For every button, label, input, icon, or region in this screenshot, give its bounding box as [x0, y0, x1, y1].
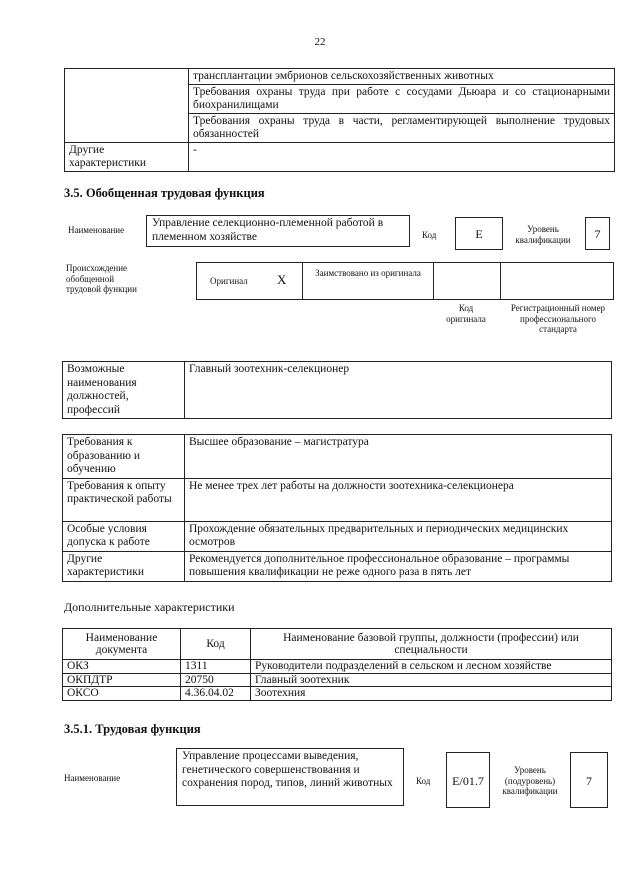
- code-value: E/01.7: [446, 752, 490, 808]
- requirement-label: Требования к опыту практической работы: [63, 478, 185, 521]
- table-cell: 4.36.04.02: [181, 687, 251, 701]
- requirement-label: Требования к образованию и обучению: [63, 435, 185, 479]
- level-value: 7: [570, 752, 608, 808]
- original-label: Оригинал: [210, 276, 248, 286]
- empty-label-cell: [65, 69, 189, 143]
- table-header-row: [63, 629, 612, 660]
- requirement-value: Не менее трех лет работы на должности зоотехника-селекционера: [185, 478, 612, 521]
- original-mark: X: [277, 272, 287, 287]
- positions-label: Возможные наименования должностей, профессий: [63, 362, 185, 419]
- table-cell: ОКСО: [63, 687, 181, 701]
- section-heading: 3.5. Обобщенная трудовая функция: [64, 186, 265, 200]
- table-cell: Руководители подразделений в сельском и лесном хозяйстве: [251, 660, 612, 674]
- requirements-table: [62, 434, 612, 582]
- column-header: Наименование базовой группы, должности (профессии) или специальности: [251, 629, 612, 660]
- table-row: [63, 435, 612, 479]
- table-row: [63, 551, 612, 581]
- column-header: Код: [181, 629, 251, 660]
- table-cell: ОКЗ: [63, 660, 181, 674]
- function-name-box: Управление селекционно-племенной работой в племенном хозяйстве: [146, 215, 410, 247]
- function-name-box: Управление процессами выведения, генетического совершенствования и сохранения пород, типов, линий животных: [176, 748, 404, 806]
- requirement-value: Рекомендуется дополнительное профессиональное образование – программы повышения квалификации не реже одного раза в пять лет: [185, 551, 612, 581]
- requirement-value: Прохождение обязательных предварительных и периодических медицинских осмотров: [185, 521, 612, 551]
- name-label: Наименование: [68, 225, 125, 235]
- requirement-label: Особые условия допуска к работе: [63, 521, 185, 551]
- table-cell: 1311: [181, 660, 251, 674]
- code-label: Код: [416, 776, 431, 786]
- subsection-heading: 3.5.1. Трудовая функция: [64, 722, 201, 736]
- top-characteristics-table: [64, 68, 615, 172]
- column-header: Наименование документа: [63, 629, 181, 660]
- requirement-label: Другие характеристики: [63, 551, 185, 581]
- table-cell: Зоотехния: [251, 687, 612, 701]
- table-cell: Требования охраны труда в части, регламентирующей выполнение трудовых обязанностей: [189, 114, 615, 143]
- name-label: Наименование: [64, 773, 121, 783]
- positions-value: Главный зоотехник-селекционер: [185, 362, 612, 419]
- table-cell: Требования охраны труда при работе с сосудами Дьюара и со стационарными биохранилищами: [189, 85, 615, 114]
- table-row: [63, 687, 612, 701]
- table-row: [63, 673, 612, 687]
- origin-code-caption: Код оригинала: [446, 303, 486, 324]
- borrowed-label: Заимствовано из оригинала: [315, 268, 421, 278]
- table-row: [63, 521, 612, 551]
- table-row: [63, 362, 612, 419]
- table-cell: 20750: [181, 673, 251, 687]
- positions-table: [62, 361, 612, 419]
- level-label: Уровень (подуровень) квалификации: [502, 765, 558, 796]
- reg-number-caption: Регистрационный номер профессионального стандарта: [510, 303, 606, 334]
- requirement-value: Высшее образование – магистратура: [185, 435, 612, 479]
- page-number: 22: [314, 36, 326, 48]
- other-label: Другие характеристики: [65, 143, 189, 172]
- table-row: [63, 660, 612, 674]
- origin-divider: [302, 262, 303, 300]
- other-value: -: [189, 143, 615, 172]
- code-label: Код: [422, 230, 437, 240]
- level-label: Уровень квалификации: [515, 224, 571, 245]
- code-value: E: [455, 217, 503, 250]
- table-cell: ОКПДТР: [63, 673, 181, 687]
- origin-divider: [500, 262, 501, 300]
- additional-title: Дополнительные характеристики: [64, 600, 235, 614]
- table-row: [65, 69, 615, 85]
- table-cell: трансплантации эмбрионов сельскохозяйственных животных: [189, 69, 615, 85]
- origin-label: Происхождение обобщенной трудовой функции: [66, 263, 137, 294]
- additional-table: [62, 628, 612, 701]
- table-row: [65, 143, 615, 172]
- table-cell: Главный зоотехник: [251, 673, 612, 687]
- origin-divider: [433, 262, 434, 300]
- table-row: [63, 478, 612, 521]
- level-value: 7: [585, 217, 610, 250]
